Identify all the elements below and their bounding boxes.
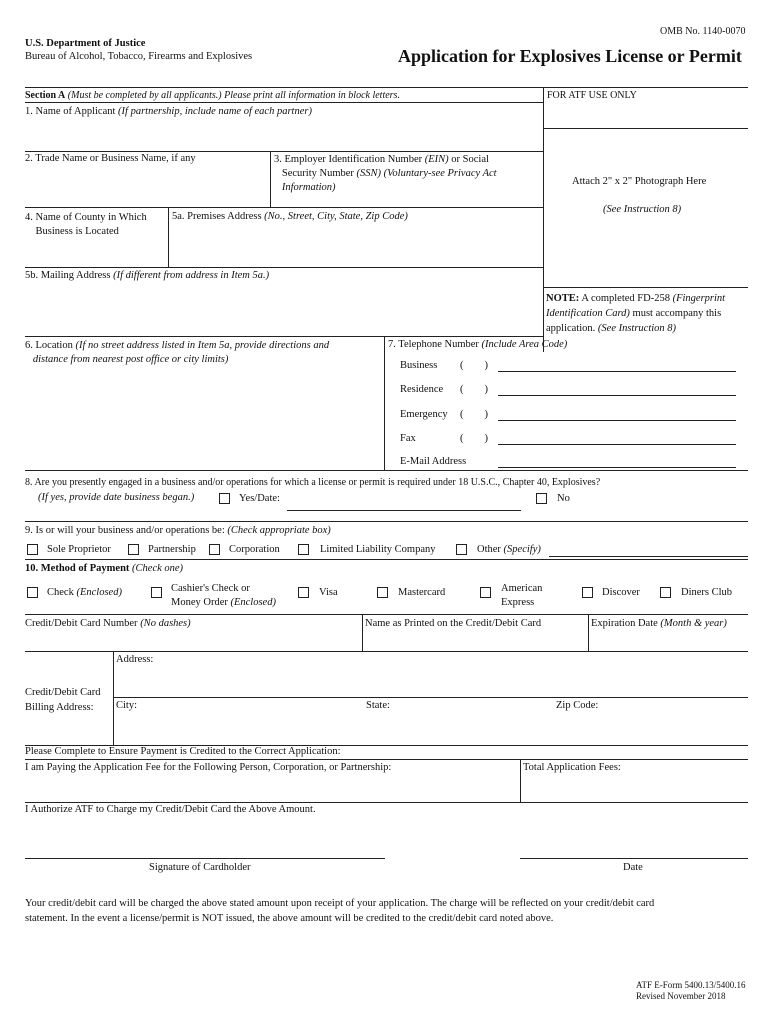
pay-amex-line2: Express	[501, 597, 535, 608]
signature-date-field[interactable]	[520, 858, 748, 859]
phone-business-area-parens: ( )	[460, 360, 488, 371]
phone-fax-field[interactable]	[498, 444, 736, 445]
item-7-note: (Include Area Code)	[481, 339, 568, 350]
corporation-label: Corporation	[229, 544, 280, 555]
applicant-name-field[interactable]	[25, 118, 541, 150]
sole-proprietor-checkbox[interactable]	[27, 544, 38, 555]
pay-visa-label: Visa	[319, 587, 338, 598]
revision-date: Revised November 2018	[636, 991, 726, 1001]
item-9-label	[25, 525, 331, 536]
card-exp-label	[591, 618, 727, 629]
card-exp-field[interactable]	[590, 632, 748, 650]
other-checkbox[interactable]	[456, 544, 467, 555]
item-6-text: 6. Location	[25, 340, 73, 351]
form-title: Application for Explosives License or Permit	[398, 46, 742, 66]
item-9-note: (Check appropriate box)	[227, 525, 331, 536]
item-5b-label	[25, 270, 269, 281]
card-exp-text: Expiration Date	[591, 618, 658, 629]
item-6-note1: (If no street address listed in Item 5a, provide directions and	[75, 340, 330, 351]
omb-number: OMB No. 1140-0070	[660, 26, 746, 37]
fingerprint-note-d: must accompany this	[632, 308, 722, 319]
item-4-line1: 4. Name of County in Which	[25, 212, 147, 223]
fingerprint-note-lead: NOTE:	[546, 293, 580, 304]
email-field[interactable]	[498, 467, 736, 468]
card-exp-note: (Month & year)	[660, 618, 727, 629]
item-3-or: or Social	[451, 154, 489, 165]
bureau-name: Bureau of Alcohol, Tobacco, Firearms and Explosives	[25, 51, 253, 62]
item-3-line3: Information)	[281, 182, 336, 193]
other-specify-field[interactable]	[549, 556, 748, 557]
trade-name-field[interactable]	[25, 166, 269, 206]
item-5a-label	[172, 211, 408, 222]
pay-cashier-note: (Enclosed)	[230, 597, 276, 608]
zip-field[interactable]	[605, 700, 745, 742]
premises-address-field[interactable]	[170, 225, 540, 266]
partnership-label: Partnership	[148, 544, 196, 555]
ensure-payment-text: Please Complete to Ensure Payment is Credited to the Correct Application:	[25, 746, 341, 757]
section-a-heading	[25, 90, 400, 101]
item-5a-text: 5a. Premises Address	[172, 211, 262, 222]
billing-line1: Credit/Debit Card	[25, 687, 101, 698]
pay-cashier-line1: Cashier's Check or	[171, 583, 250, 594]
ein-ssn-field[interactable]	[272, 196, 540, 206]
city-label: City:	[116, 700, 138, 711]
charge-disclaimer-line1: Your credit/debit card will be charged the above stated amount upon receipt of your application. The charge will be reflected on your credit/debit card	[25, 898, 655, 909]
card-number-field[interactable]	[25, 632, 360, 650]
card-number-note: (No dashes)	[140, 618, 191, 629]
section-a-note: (Must be completed by all applicants.) Please print all information in block letters.	[67, 90, 400, 101]
county-field[interactable]	[25, 240, 167, 266]
pay-amex-checkbox[interactable]	[480, 587, 491, 598]
charge-disclaimer-line2: statement. In the event a license/permit is NOT issued, the above amount will be credited to the credit/debit card noted above.	[25, 913, 554, 924]
pay-cashier-checkbox[interactable]	[151, 587, 162, 598]
pay-amex-label	[501, 582, 542, 610]
fingerprint-note-a: A completed FD-258	[581, 293, 670, 304]
item-3-label	[274, 153, 539, 195]
total-fees-label: Total Application Fees:	[523, 762, 621, 773]
pay-check-label	[47, 587, 122, 598]
billing-heading	[25, 685, 101, 715]
fingerprint-note-b: (Fingerprint	[672, 293, 726, 304]
item-10-label	[25, 563, 183, 574]
card-name-label: Name as Printed on the Credit/Debit Card	[365, 618, 542, 629]
phone-residence-label: Residence	[400, 384, 444, 395]
other-note: (Specify)	[503, 544, 541, 555]
item-2-label: 2. Trade Name or Business Name, if any	[25, 153, 196, 164]
billing-address-field[interactable]	[116, 667, 746, 696]
item-8-note: (If yes, provide date business began.)	[38, 492, 195, 503]
pay-diners-checkbox[interactable]	[660, 587, 671, 598]
item-5b-note: (If different from address in Item 5a.)	[113, 270, 270, 281]
pay-mastercard-checkbox[interactable]	[377, 587, 388, 598]
authorize-text: I Authorize ATF to Charge my Credit/Debit Card the Above Amount.	[25, 804, 316, 815]
item-10-text: 10. Method of Payment	[25, 563, 130, 574]
item-6-label	[25, 339, 329, 367]
mailing-address-field[interactable]	[25, 284, 541, 334]
llc-label: Limited Liability Company	[320, 544, 436, 555]
item-5b-text: 5b. Mailing Address	[25, 270, 111, 281]
zip-label: Zip Code:	[556, 700, 599, 711]
llc-checkbox[interactable]	[298, 544, 309, 555]
fingerprint-note-f: (See Instruction 8)	[597, 323, 677, 334]
phone-fax-area-parens: ( )	[460, 433, 488, 444]
fingerprint-note-e: application.	[546, 323, 596, 334]
partnership-checkbox[interactable]	[128, 544, 139, 555]
state-label: State:	[366, 700, 390, 711]
item-8-yes-label: Yes/Date:	[239, 493, 280, 504]
pay-check-text: Check	[47, 587, 74, 598]
item-7-text: 7. Telephone Number	[388, 339, 479, 350]
pay-discover-checkbox[interactable]	[582, 587, 593, 598]
location-field[interactable]	[25, 370, 381, 468]
pay-cashier-label	[171, 582, 276, 610]
phone-business-field[interactable]	[498, 371, 736, 372]
phone-residence-area-parens: ( )	[460, 384, 488, 395]
other-text: Other	[477, 544, 501, 555]
item-1-note: (If partnership, include name of each partner)	[118, 106, 312, 117]
department-name: U.S. Department of Justice	[25, 38, 146, 49]
card-number-text: Credit/Debit Card Number	[25, 618, 138, 629]
date-label: Date	[623, 862, 643, 873]
item-8-question: 8. Are you presently engaged in a business and/or operations for which a license or permit is required under 18 U.S.C., Chapter 40, Explosives?	[25, 477, 601, 488]
other-label	[477, 544, 541, 555]
item-7-label	[388, 339, 567, 350]
fingerprint-note-c: Identification Card)	[546, 308, 630, 319]
card-number-label	[25, 618, 191, 629]
pay-visa-checkbox[interactable]	[298, 587, 309, 598]
item-4-label	[25, 211, 147, 239]
total-fees-field[interactable]	[522, 776, 746, 801]
cardholder-signature-field[interactable]	[25, 858, 385, 859]
phone-residence-field[interactable]	[498, 395, 736, 396]
billing-address-label: Address:	[116, 654, 154, 665]
state-field[interactable]	[395, 700, 553, 742]
photo-label: Attach 2" x 2" Photograph Here	[572, 176, 707, 187]
item-8-no-label: No	[557, 493, 570, 504]
item-3-line2b: (SSN) (Voluntary-see Privacy Act	[356, 168, 497, 179]
paying-for-field[interactable]	[25, 776, 518, 801]
fingerprint-note	[546, 291, 748, 336]
pay-cashier-line2: Money Order	[171, 597, 228, 608]
billing-line2: Billing Address:	[25, 702, 94, 713]
phone-business-label: Business	[400, 360, 438, 371]
pay-check-checkbox[interactable]	[27, 587, 38, 598]
item-4-line2: Business is Located	[35, 226, 119, 237]
city-field[interactable]	[142, 700, 362, 742]
pay-discover-label: Discover	[602, 587, 640, 598]
phone-emergency-label: Emergency	[400, 409, 448, 420]
photo-instruction: (See Instruction 8)	[603, 204, 682, 215]
phone-fax-label: Fax	[400, 433, 416, 444]
item-5a-note: (No., Street, City, State, Zip Code)	[264, 211, 408, 222]
signature-label: Signature of Cardholder	[149, 862, 251, 873]
pay-diners-label: Diners Club	[681, 587, 733, 598]
pay-check-note: (Enclosed)	[76, 587, 122, 598]
item-6-note2: distance from nearest post office or city limits)	[32, 354, 229, 365]
item-8-date-field[interactable]	[287, 510, 521, 511]
paying-for-label: I am Paying the Application Fee for the Following Person, Corporation, or Partnership:	[25, 762, 392, 773]
item-3-line2a: Security Number	[281, 168, 354, 179]
item-8-no-checkbox[interactable]	[536, 493, 547, 504]
item-3-ein: (EIN)	[424, 154, 449, 165]
phone-emergency-area-parens: ( )	[460, 409, 488, 420]
pay-mastercard-label: Mastercard	[398, 587, 446, 598]
item-10-note: (Check one)	[132, 563, 184, 574]
charge-disclaimer	[25, 896, 654, 926]
atf-use-only-label: FOR ATF USE ONLY	[547, 90, 637, 101]
item-3-text: 3. Employer Identification Number	[274, 154, 423, 165]
section-a-lead: Section A	[25, 90, 66, 101]
email-label: E-Mail Address	[400, 456, 467, 467]
pay-amex-line1: American	[501, 583, 543, 594]
form-number: ATF E-Form 5400.13/5400.16	[636, 980, 746, 990]
phone-emergency-field[interactable]	[498, 420, 736, 421]
sole-proprietor-label: Sole Proprietor	[47, 544, 111, 555]
item-1-label	[25, 106, 312, 117]
item-8-yes-checkbox[interactable]	[219, 493, 230, 504]
item-1-text: 1. Name of Applicant	[25, 106, 116, 117]
card-name-field[interactable]	[364, 632, 586, 650]
corporation-checkbox[interactable]	[209, 544, 220, 555]
item-9-text: 9. Is or will your business and/or operations be:	[25, 525, 225, 536]
